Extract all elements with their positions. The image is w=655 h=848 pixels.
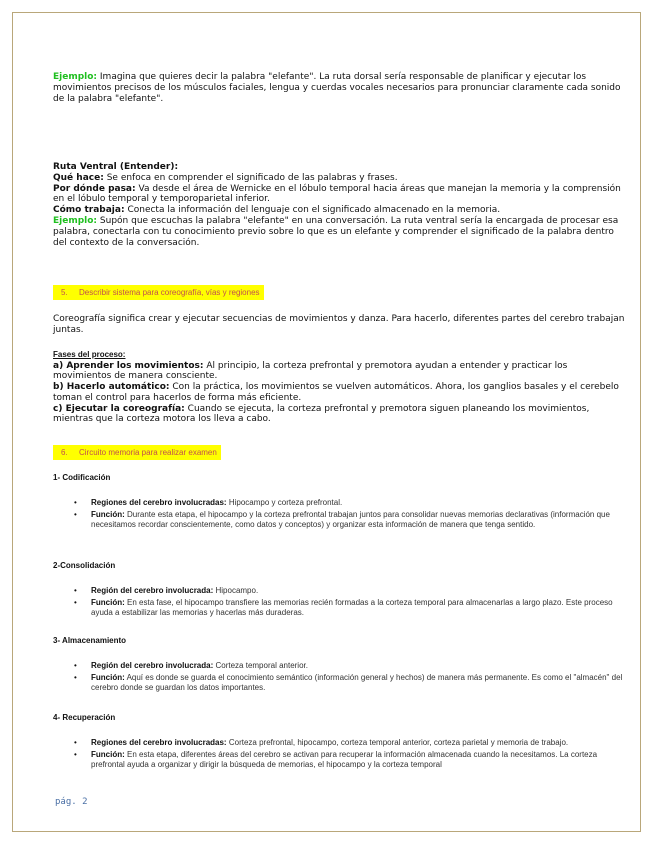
section-5-heading — [53, 285, 264, 300]
coreografia-intro — [53, 314, 628, 336]
example-label: Ejemplo: — [53, 72, 98, 82]
page-number: pág. 2 — [55, 797, 88, 807]
section-6-heading — [53, 445, 221, 460]
consolidacion-list — [70, 586, 630, 620]
fase-a-label: a) Aprender los movimientos: — [53, 360, 204, 371]
donde-pasa-text: Va desde el área de Wernicke en el lóbulo temporal hacia áreas que manejan la memoria y la comprensión en el lóbulo temporal y temporoparietal inferior. — [53, 183, 621, 205]
fase-c-label: c) Ejecutar la coreografía: — [53, 403, 185, 414]
section-6-title: Circuito memoria para realizar examen — [79, 448, 217, 457]
fase-b-label: b) Hacerlo automático: — [53, 382, 170, 393]
fase-b-text: Con la práctica, los movimientos se vuelven automáticos. Ahora, los ganglios basales y el cerebelo toman el control para hacerlos de forma más eficiente. — [53, 382, 619, 403]
fase-a-text: Al principio, la corteza prefrontal y premotora ayudan a entender y practicar los movimientos de manera consciente. — [53, 360, 568, 382]
list-item: • Función: En esta etapa, diferentes áreas del cerebro se activan para recuperar la información almacenada cuando la necesitamos. La corteza prefrontal ayuda a organizar y dirigir la búsqueda de memorias, el hipocampo y la corteza temporal — [70, 750, 630, 771]
almacenamiento-list — [70, 661, 630, 695]
list-item: • Región del cerebro involucrada: Corteza temporal anterior. — [70, 661, 630, 672]
fases-title: Fases del proceso: — [53, 350, 126, 359]
ventral-route-section — [53, 162, 628, 248]
codificacion-list — [70, 498, 630, 532]
ventral-example-text: Supón que escuchas la palabra "elefante" en una conversación. La ruta ventral sería la encargada de procesar esa palabra, conectarla con tu conocimiento previo sobre lo que es un elefante y comprender el significado de la palabra dentro del contexto de la conversación. — [53, 215, 619, 248]
que-hace-label: Qué hace: — [53, 172, 104, 183]
list-item: • Región del cerebro involucrada: Hipocampo. — [70, 586, 630, 597]
list-item: • Función: Aquí es donde se guarda el conocimiento semántico (información general y hechos) de manera más permanente. Es como el "almacén" del cerebro donde se guardan los datos importantes. — [70, 673, 630, 694]
section-6-number: 6. — [61, 448, 68, 457]
example-dorsal — [53, 72, 628, 104]
codificacion-heading: 1- Codificación — [53, 473, 111, 482]
ventral-example-label: Ejemplo: — [53, 215, 98, 226]
example-text: Imagina que quieres decir la palabra "elefante". La ruta dorsal sería responsable de planificar y ejecutar los movimientos precisos de los músculos faciales, lengua y cuerdas vocales necesarios para pronunciar claramente cada sonido de la palabra "elefante". — [53, 72, 621, 104]
coreografia-intro-text: Coreografía significa crear y ejecutar secuencias de movimientos y danza. Para hacerlo, diferentes partes del cerebro trabajan juntas. — [53, 314, 625, 335]
section-5-title: Describir sistema para coreografía, vías y regiones — [79, 288, 260, 297]
fase-c-text: Cuando se ejecuta, la corteza prefrontal y premotora siguen planeando los movimientos, mientras que la corteza motora los lleva a cabo. — [53, 403, 590, 425]
ventral-title: Ruta Ventral (Entender): — [53, 162, 179, 172]
recuperacion-heading: 4- Recuperación — [53, 713, 116, 722]
como-trabaja-label: Cómo trabaja: — [53, 205, 125, 216]
que-hace-text: Se enfoca en comprender el significado de las palabras y frases. — [106, 172, 398, 183]
como-trabaja-text: Conecta la información del lenguaje con el significado almacenado en la memoria. — [127, 205, 501, 216]
donde-pasa-label: Por dónde pasa: — [53, 183, 136, 194]
list-item: • Regiones del cerebro involucradas: Corteza prefrontal, hipocampo, corteza temporal anterior, corteza parietal y memoria de trabajo. — [70, 738, 630, 749]
consolidacion-heading: 2-Consolidación — [53, 561, 116, 570]
list-item: • Función: En esta fase, el hipocampo transfiere las memorias recién formadas a la corteza temporal para almacenarlas a largo plazo. Este proceso ayuda a estabilizar las memorias y hacerlas más duraderas. — [70, 598, 630, 619]
list-item: • Regiones del cerebro involucradas: Hipocampo y corteza prefrontal. — [70, 498, 630, 509]
list-item: • Función: Durante esta etapa, el hipocampo y la corteza prefrontal trabajan juntos para consolidar nuevas memorias declarativas (información que necesitamos recordar conscientemente, como datos y conceptos) y organizar esta información de manera que tenga sentido. — [70, 510, 630, 531]
recuperacion-list — [70, 738, 630, 772]
almacenamiento-heading: 3- Almacenamiento — [53, 636, 127, 645]
section-5-number: 5. — [61, 288, 68, 297]
fases-section — [53, 350, 628, 425]
